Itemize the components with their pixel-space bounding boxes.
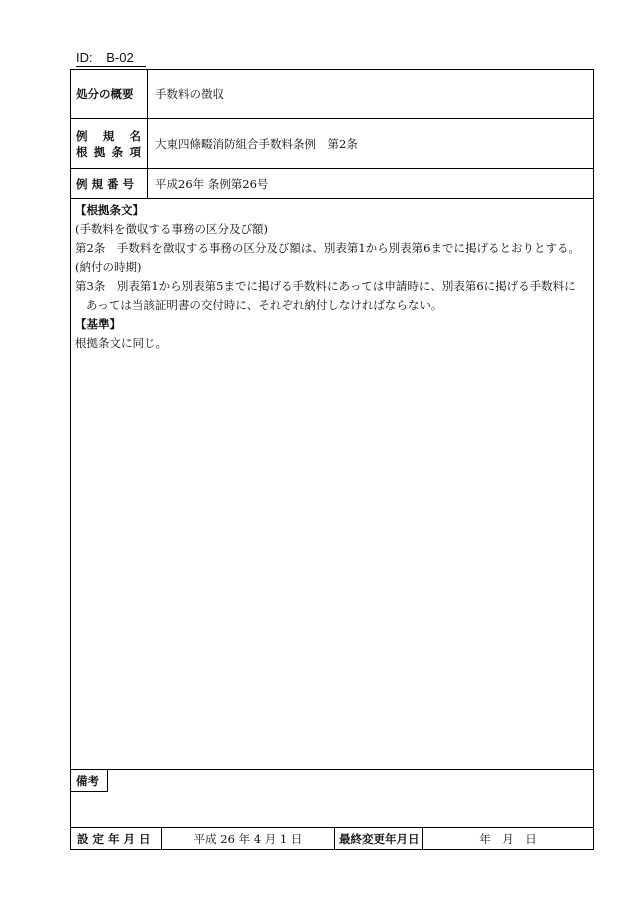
id-label: ID: (76, 50, 93, 65)
form-table (70, 69, 594, 850)
summary-value: 手数料の徴収 (155, 87, 224, 101)
last-change-label: 最終変更年月日 (335, 828, 423, 849)
set-date-label: 設 定 年 月 日 (71, 828, 162, 849)
remarks-section (71, 770, 593, 828)
article-3: 第3条 別表第1から別表第5までに掲げる手数料にあっては申請時に、別表第6に掲げる手数料にあっては当該証明書の交付時に、それぞれ納付しなければならない。 (75, 279, 576, 312)
summary-label: 処分の概要 (71, 70, 148, 118)
last-change-value: 年 月 日 (479, 831, 537, 846)
subsection-title-fees: (手数料を徴収する事務の区分及び額) (75, 222, 268, 236)
standard-text: 根拠条文に同じ。 (75, 336, 167, 350)
regulation-label-line2: 根 拠 条 項 (76, 144, 141, 159)
row-summary (71, 70, 593, 119)
number-label: 例 規 番 号 (71, 169, 148, 198)
basis-heading: 【根拠条文】 (75, 203, 144, 217)
subsection-title-payment: (納付の時期) (75, 260, 142, 274)
footer-row (71, 828, 593, 849)
remarks-label: 備考 (71, 770, 108, 792)
regulation-label (71, 119, 148, 168)
regulation-label-line1: 例 規 名 (76, 128, 141, 143)
standard-heading: 【基準】 (75, 317, 121, 331)
regulation-value: 大東四條畷消防組合手数料条例 第2条 (155, 136, 358, 151)
number-value: 平成26年 条例第26号 (155, 176, 269, 191)
article-2: 第2条 手数料を徴収する事務の区分及び額は、別表第1から別表第6までに掲げるとおりとする。 (75, 241, 580, 255)
document-id (76, 50, 146, 67)
row-regulation (71, 119, 593, 169)
set-date-value: 平成 26 年 4 月 1 日 (162, 828, 335, 849)
basis-text-section (71, 199, 593, 770)
id-value: B-02 (106, 50, 134, 65)
row-number (71, 169, 593, 199)
